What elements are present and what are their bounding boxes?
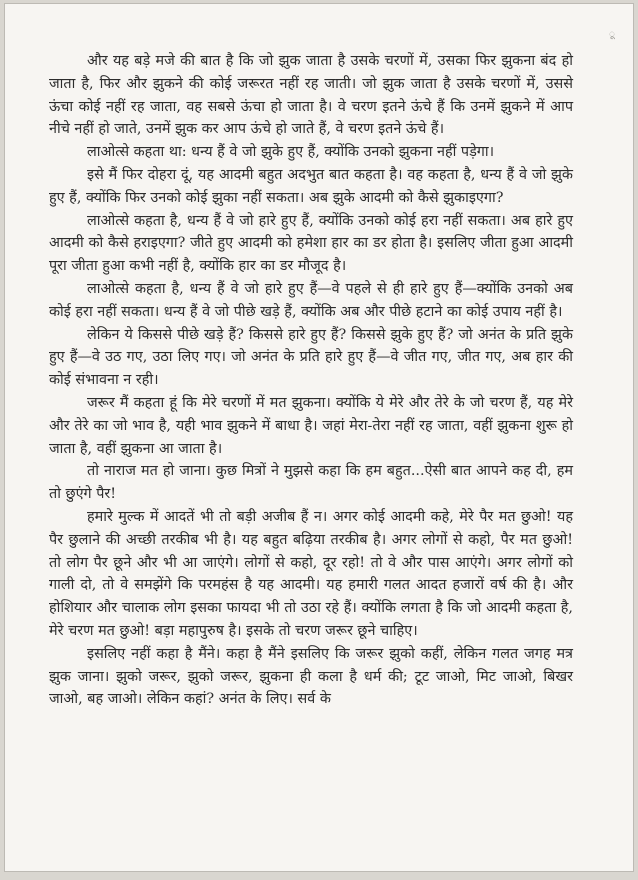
paragraph-6: लेकिन ये किससे पीछे खड़े हैं? किससे हारे हुए हैं? किससे झुके हुए हैं? जो अनंत के प्रति झुके हुए हैं—वे उठ गए, उठा लिए गए। जो अनंत के प्रति हारे हुए हैं—वे जीत गए, जीत गए, अब हार की कोई संभावना न रही।: [49, 326, 573, 389]
paragraph-9: हमारे मुल्क में आदतें भी तो बड़ी अजीब हैं न। अगर कोई आदमी कहे, मेरे पैर मत छुओ! यह पैर छुलाने की अच्छी तरकीब भी है। यह बहुत बढ़िया तरकीब है। अगर लोगों से कहो, पैर मत छुओ! तो लोग पैर छूने और भी आ जाएंगे। लोगों से कहो, दूर रहो! तो वे और पास आएंगे। अगर लोगों को गाली दो, तो वे समझेंगे कि परमहंस है यह आदमी। यह हमारी गलत आदत हजारों वर्ष की है। और होशियार और चालाक लोग इसका फायदा भी तो उठा रहे हैं। क्योंकि लगता है कि जो आदमी कहता है, मेरे चरण मत छुओ! बड़ा महापुरुष है। इसके तो चरण जरूर छूने चाहिए।: [49, 508, 573, 639]
paragraph-2: लाओत्से कहता था: धन्य हैं वे जो झुके हुए हैं, क्योंकि उनको झुकना नहीं पड़ेगा।: [87, 144, 495, 161]
paragraph-10: इसलिए नहीं कहा है मैंने। कहा है मैंने इसलिए कि जरूर झुको कहीं, लेकिन गलत जगह मत्र झुक जाना। झुको जरूर, झुको जरूर, झुकना ही कला है धर्म की; टूट जाओ, मिट जाओ, बिखर जाओ, बह जाओ। लेकिन कहां? अनंत के लिए। सर्व के: [49, 645, 573, 708]
corner-mark: ू: [609, 29, 615, 40]
paragraph-8: तो नाराज मत हो जाना। कुछ मित्रों ने मुझसे कहा कि हम बहुत...ऐसी बात आपने कह दी, हम तो छुएंगे पैर!: [49, 463, 573, 503]
paragraph-4: लाओत्से कहता है, धन्य हैं वे जो हारे हुए हैं, क्योंकि उनको कोई हरा नहीं सकता। अब हारे हुए आदमी को कैसे हराइएगा? जीते हुए आदमी को हमेशा हार का डर होता है। इसलिए जीता हुआ आदमी पूरा जीता हुआ कभी नहीं है, क्योंकि हार का डर मौजूद है।: [49, 212, 573, 275]
body-text: [49, 50, 573, 711]
paragraph-3: इसे मैं फिर दोहरा दूं, यह आदमी बहुत अदभुत बात कहता है। वह कहता है, धन्य हैं वे जो झुके हुए हैं, क्योंकि फिर उनको कोई झुका नहीं सकता। अब झुके आदमी को कैसे झुकाइएगा?: [49, 166, 573, 206]
paragraph-5: लाओत्से कहता है, धन्य हैं वे जो हारे हुए हैं—वे पहले से ही हारे हुए हैं—क्योंकि उनको अब कोई हरा नहीं सकता। धन्य हैं वे जो पीछे खड़े हैं, क्योंकि अब और पीछे हटाने का कोई उपाय नहीं है।: [49, 280, 573, 320]
paragraph-7: जरूर मैं कहता हूं कि मेरे चरणों में मत झुकना। क्योंकि ये मेरे और तेरे के जो चरण हैं, यह मेरे और तेरे का जो भाव है, यही भाव झुकने में बाधा है। जहां मेरा-तेरा नहीं रह जाता, वहीं झुकना शुरू हो जाता है, वहीं झुकना आ जाता है।: [49, 394, 573, 457]
paragraph-1: और यह बड़े मजे की बात है कि जो झुक जाता है उसके चरणों में, उसका फिर झुकना बंद हो जाता है, फिर और झुकने की कोई जरूरत नहीं रह जाती। जो झुक जाता है उसके चरणों में, उससे ऊंचा कोई नहीं रह जाता, वह सबसे ऊंचा हो जाता है। वे चरण इतने ऊंचे हैं कि उनमें झुकने में आप नीचे नहीं हो जाते, उनमें झुक कर आप ऊंचे हो जाते हैं, वे चरण इतने ऊंचे हैं।: [49, 53, 573, 138]
scanned-page: [4, 3, 634, 872]
